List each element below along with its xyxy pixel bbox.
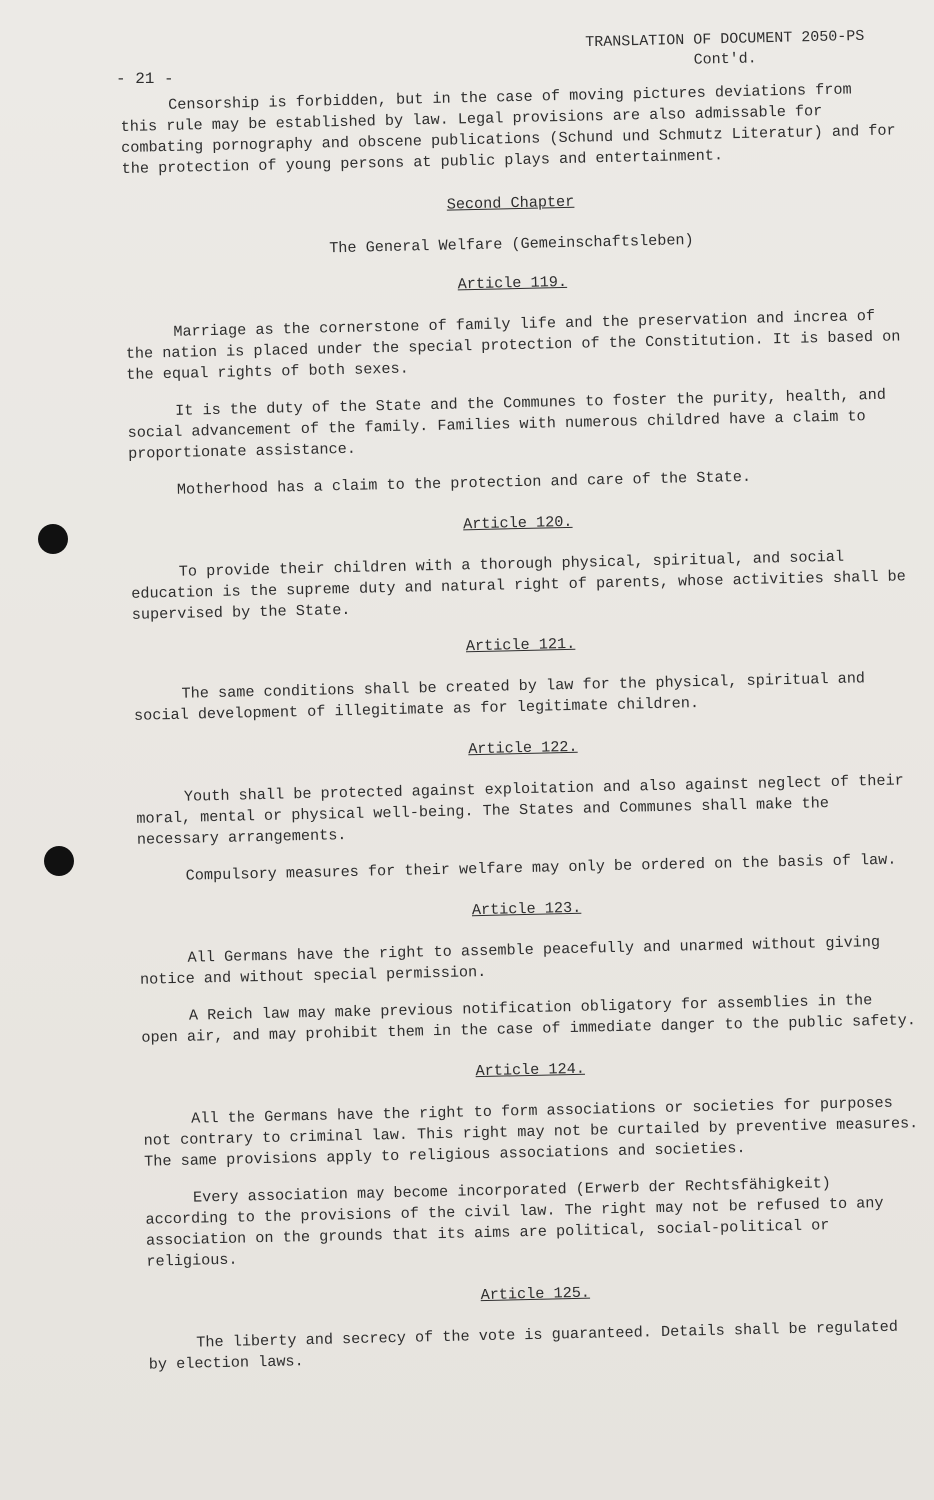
article-123-paragraph-2: A Reich law may make previous notification obligatory for assemblies in the open air, and may prohibit them in the case of immediate danger to the public safety. [141, 991, 917, 1047]
article-124-heading: Article 124. [475, 1059, 586, 1081]
article-120-paragraph-1: To provide their children with a thorough physical, spiritual, and social education is the supreme duty and natural right of parents, whose activities shall be supervised by the State. [131, 547, 907, 624]
article-119-paragraph-1: Marriage as the cornerstone of family life and the preservation and increa of the nation is placed under the special protection of the Constitution. It is based on the equal rights of both sexes. [125, 306, 901, 384]
article-122-paragraph-2: Compulsory measures for their welfare may only be ordered on the basis of law. [185, 850, 897, 885]
article-122-paragraph-1: Youth shall be protected against exploitation and also against neglect of their moral, mental or physical well-being. The States and Communes shall make the necessary arrangements. [136, 771, 904, 849]
document-header [560, 26, 891, 73]
header-title: TRANSLATION OF DOCUMENT 2050-PS [585, 27, 865, 52]
article-119-heading: Article 119. [457, 272, 568, 294]
document-body [120, 78, 925, 1375]
article-120-heading: Article 120. [462, 512, 573, 534]
punch-hole [44, 846, 74, 876]
chapter-subtitle: The General Welfare (Gemeinschaftsleben) [329, 231, 694, 258]
chapter-title: Second Chapter [446, 192, 575, 214]
header-continued: Cont'd. [693, 50, 757, 69]
punch-hole [38, 524, 68, 554]
article-121-heading: Article 121. [465, 634, 576, 656]
page-number: - 21 - [116, 70, 174, 88]
paragraph-censorship: Censorship is forbidden, but in the case of moving pictures deviations from this rule may be established by law. Legal provisions are also admissable for combating pornography and obscene publications (Schund und Schmutz Literatur) and for the protection of young persons at public plays and entertainment. [120, 80, 896, 178]
article-119-paragraph-3: Motherhood has a claim to the protection and care of the State. [176, 467, 752, 499]
article-119-paragraph-2: It is the duty of the State and the Communes to foster the purity, health, and social advancement of the family. Families with numerous childred have a claim to proportionate assistance. [127, 385, 887, 463]
article-124-paragraph-2: Every association may become incorporated (Erwerb der Rechtsfähigkeit) according to the provisions of the civil law. The right may not be refused to any association on the grounds that its aims are political, social-political or religious. [145, 1174, 884, 1271]
article-121-paragraph-1: The same conditions shall be created by law for the physical, spiritual and social development of illegitimate as for legitimate children. [133, 669, 866, 725]
article-122-heading: Article 122. [468, 737, 578, 759]
article-125-paragraph-1: The liberty and secrecy of the vote is guaranteed. Details shall be regulated by election laws. [148, 1317, 899, 1374]
article-124-paragraph-1: All the Germans have the right to form associations or societies for purposes not contrary to criminal law. This right may not be curtailed by preventive measures. The same provisions apply to religious associations and societies. [143, 1093, 919, 1171]
article-123-heading: Article 123. [471, 898, 582, 920]
article-125-heading: Article 125. [480, 1283, 591, 1305]
article-123-paragraph-1: All Germans have the right to assemble peacefully and unarmed without giving notice and without special permission. [139, 932, 881, 989]
